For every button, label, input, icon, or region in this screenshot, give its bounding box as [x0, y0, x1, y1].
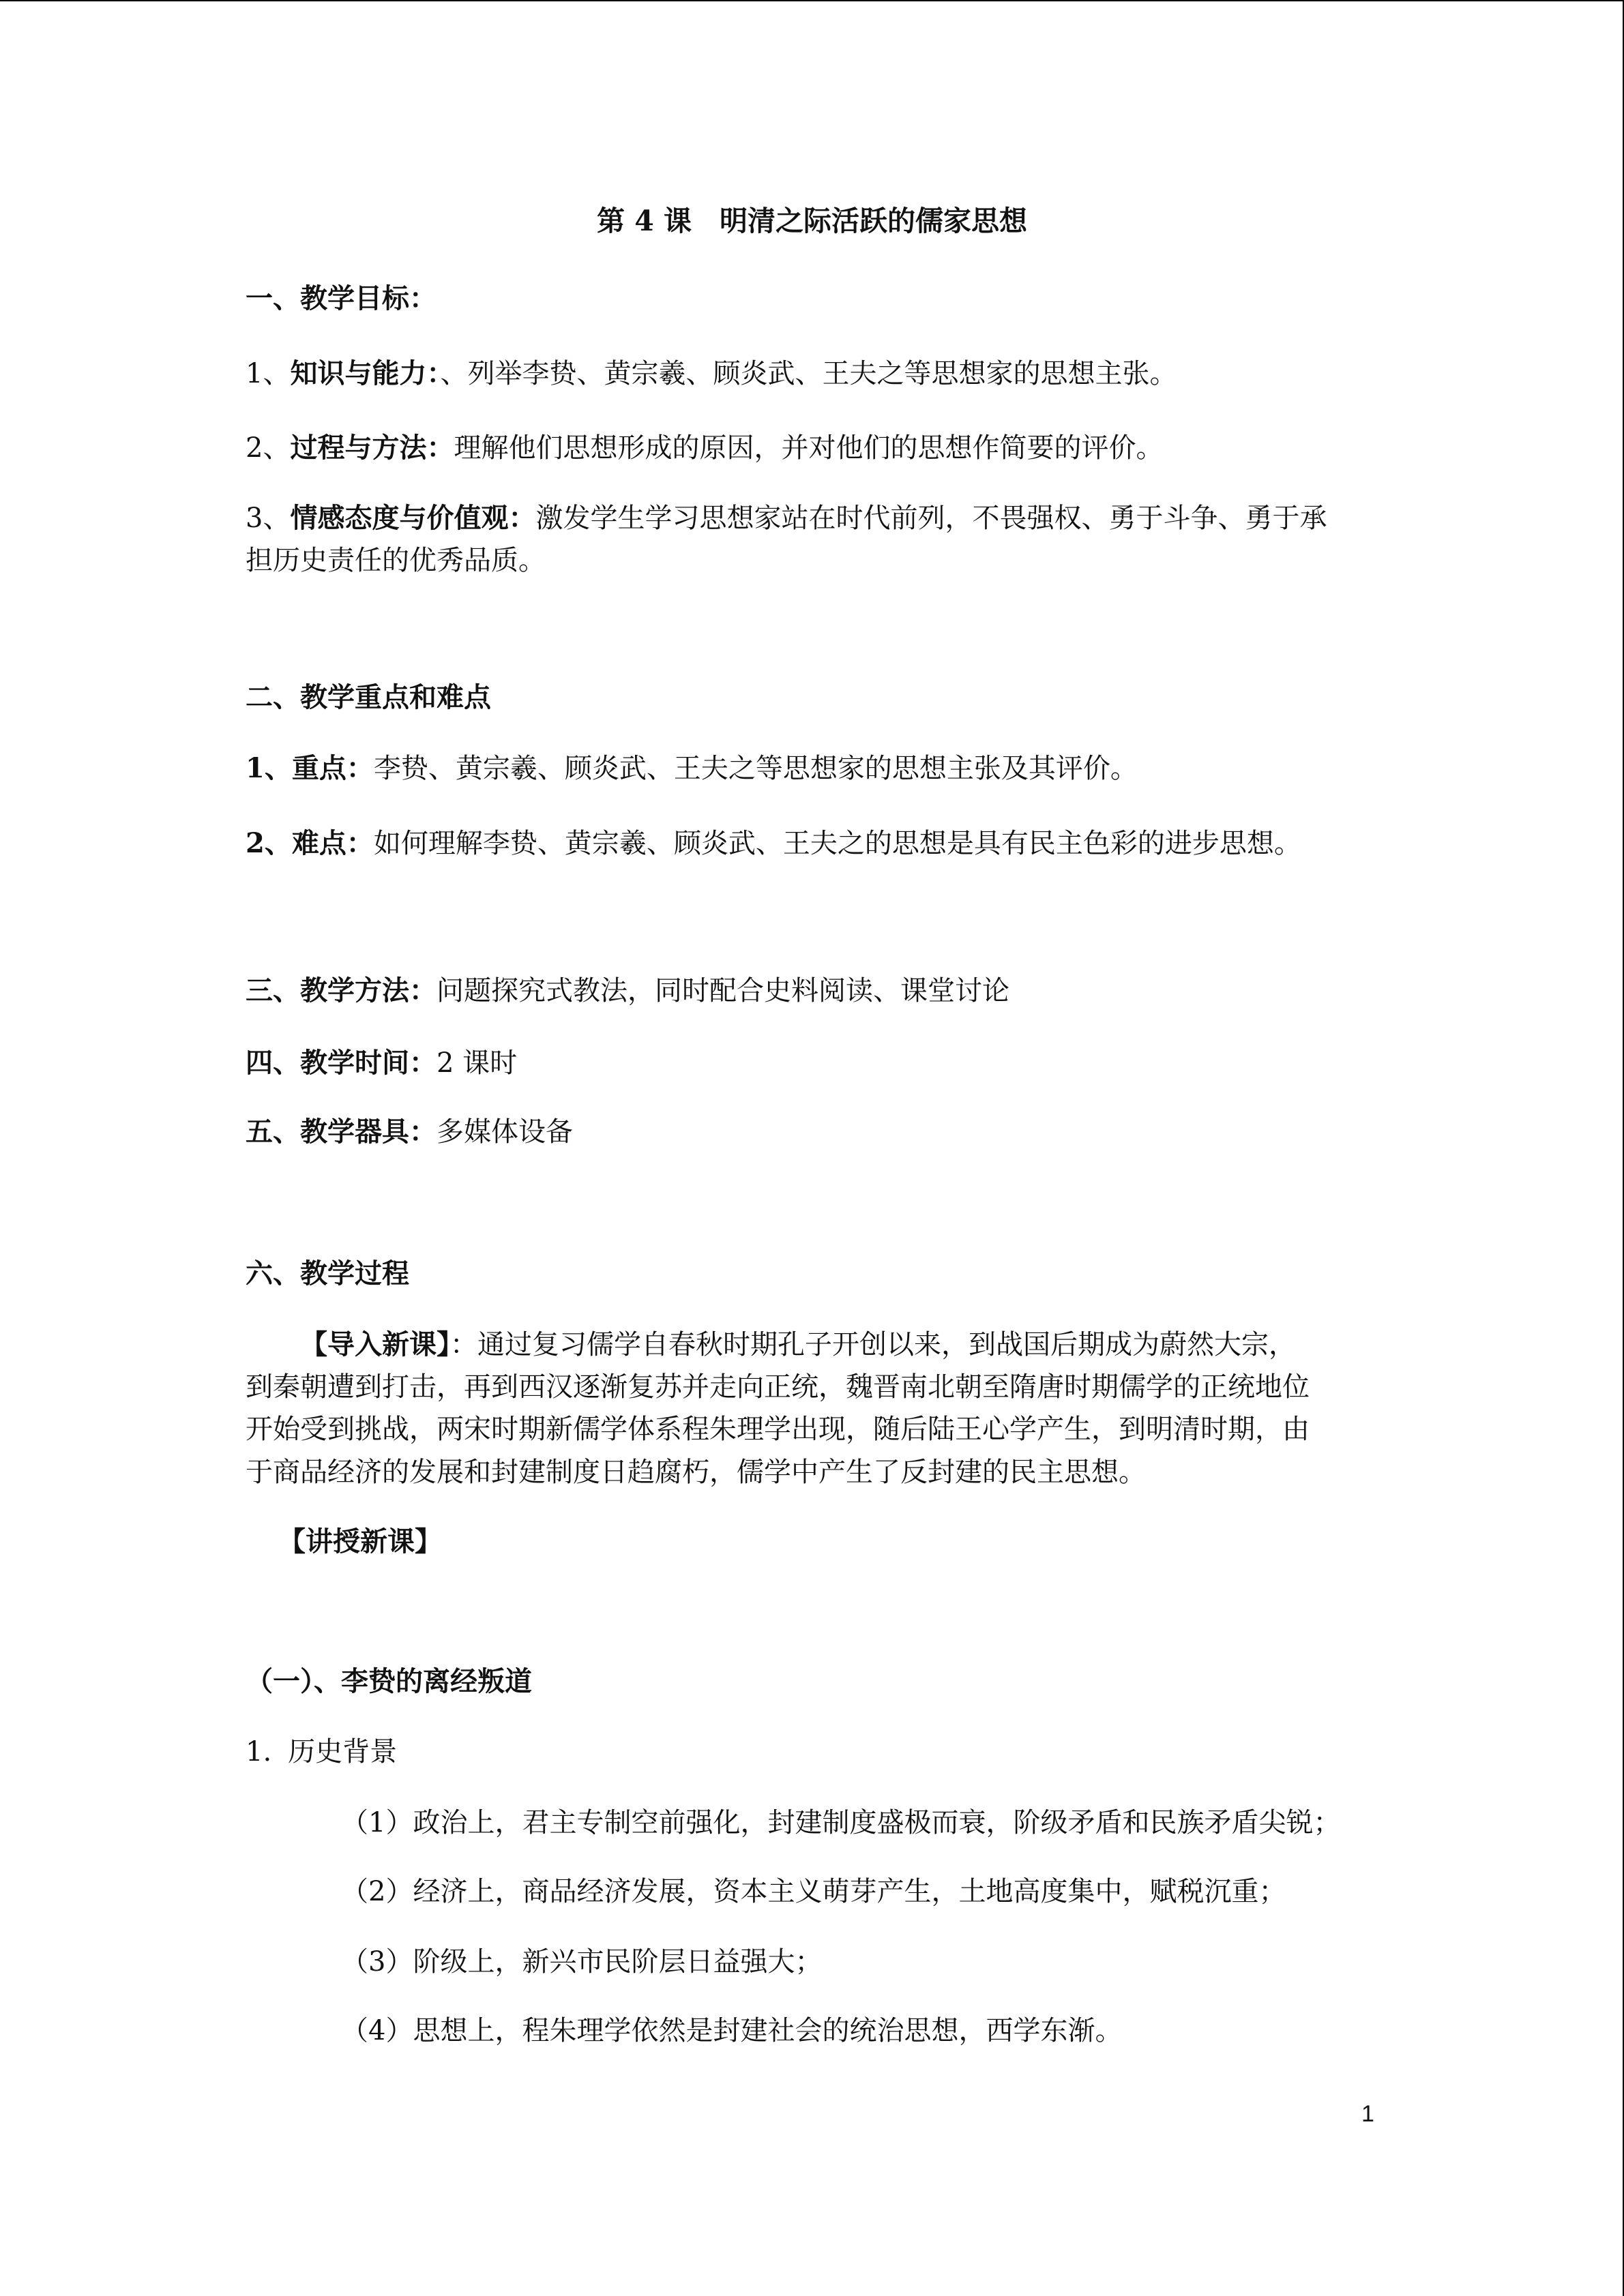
objective-1-text: 、列举李贽、黄宗羲、顾炎武、王夫之等思想家的思想主张。 [440, 358, 1177, 389]
intro-line-3: 开始受到挑战，两宋时期新儒学体系程朱理学出现，随后陆王心学产生，到明清时期，由 [246, 1414, 1310, 1445]
part1-sub-title: 历史背景 [288, 1736, 398, 1768]
objective-2-number: 2、 [246, 432, 291, 464]
intro-line-4: 于商品经济的发展和封建制度日趋腐朽，儒学中产生了反封建的民主思想。 [246, 1457, 1146, 1488]
key-point-text: 李贽、黄宗羲、顾炎武、王夫之等思想家的思想主张及其评价。 [373, 753, 1138, 784]
key-point-item [246, 747, 1138, 790]
objective-2-text: 理解他们思想形成的原因，并对他们的思想作简要的评价。 [454, 432, 1164, 464]
section4-time [246, 1041, 517, 1085]
key-point-label: 1、重点： [246, 752, 374, 784]
objective-1-label: 知识与能力： [290, 357, 441, 389]
intro-label: 【导入新课】 [300, 1328, 450, 1360]
section4-text: 2 课时 [437, 1047, 518, 1079]
objective-1-number: 1、 [246, 358, 291, 389]
difficult-point-item [246, 822, 1301, 865]
objective-3-label: 情感态度与价值观： [290, 502, 536, 534]
objective-item-3-continued: 担历史责任的优秀品质。 [246, 545, 546, 576]
section5-equipment [246, 1110, 573, 1154]
difficult-point-text: 如何理解李贽、黄宗羲、顾炎武、王夫之的思想是具有民主色彩的进步思想。 [373, 828, 1301, 859]
section3-text: 问题探究式教法，同时配合史料阅读、课堂讨论 [437, 975, 1009, 1007]
objective-item-3 [246, 496, 1327, 540]
intro-text-1: ：通过复习儒学自春秋时期孔子开创以来，到战国后期成为蔚然大宗， [450, 1329, 1296, 1360]
section3-method [246, 969, 1009, 1013]
part1-sub-number: 1. [246, 1736, 272, 1768]
background-point-3: （3）阶级上，新兴市民阶层日益强大； [341, 1946, 823, 1978]
teach-new-lesson-label: 【讲授新课】 [278, 1525, 442, 1557]
document-title: 第 4 课 明清之际活跃的儒家思想 [596, 205, 1028, 237]
objective-item-1 [246, 352, 1177, 396]
section6-heading: 六、教学过程 [246, 1257, 409, 1289]
background-point-1: （1）政治上，君主专制空前强化，封建制度盛极而衰，阶级矛盾和民族矛盾尖锐； [341, 1807, 1341, 1838]
section4-label: 四、教学时间： [246, 1047, 437, 1079]
part1-heading: （一）、李贽的离经叛道 [246, 1665, 532, 1697]
section1-heading: 一、教学目标： [246, 282, 437, 314]
background-point-4: （4）思想上，程朱理学依然是封建社会的统治思想，西学东渐。 [341, 2015, 1123, 2046]
objective-3-number: 3、 [246, 503, 291, 534]
background-point-2: （2）经济上，商品经济发展，资本主义萌芽产生，土地高度集中，赋税沉重； [341, 1876, 1286, 1907]
objective-3-text: 激发学生学习思想家站在时代前列，不畏强权、勇于斗争、勇于承 [535, 503, 1327, 534]
objective-item-2 [246, 426, 1163, 470]
section2-heading: 二、教学重点和难点 [246, 681, 491, 713]
section3-label: 三、教学方法： [246, 974, 437, 1007]
intro-line-2: 到秦朝遭到打击，再到西汉逐渐复苏并走向正统，魏晋南北朝至隋唐时期儒学的正统地位 [246, 1371, 1310, 1403]
part1-subheading [246, 1730, 397, 1774]
page-number: 1 [1361, 2101, 1374, 2127]
intro-line-1 [300, 1323, 1296, 1367]
difficult-point-label: 2、难点： [246, 827, 374, 859]
objective-2-label: 过程与方法： [290, 432, 454, 464]
section5-text: 多媒体设备 [437, 1116, 573, 1148]
section5-label: 五、教学器具： [246, 1116, 437, 1148]
